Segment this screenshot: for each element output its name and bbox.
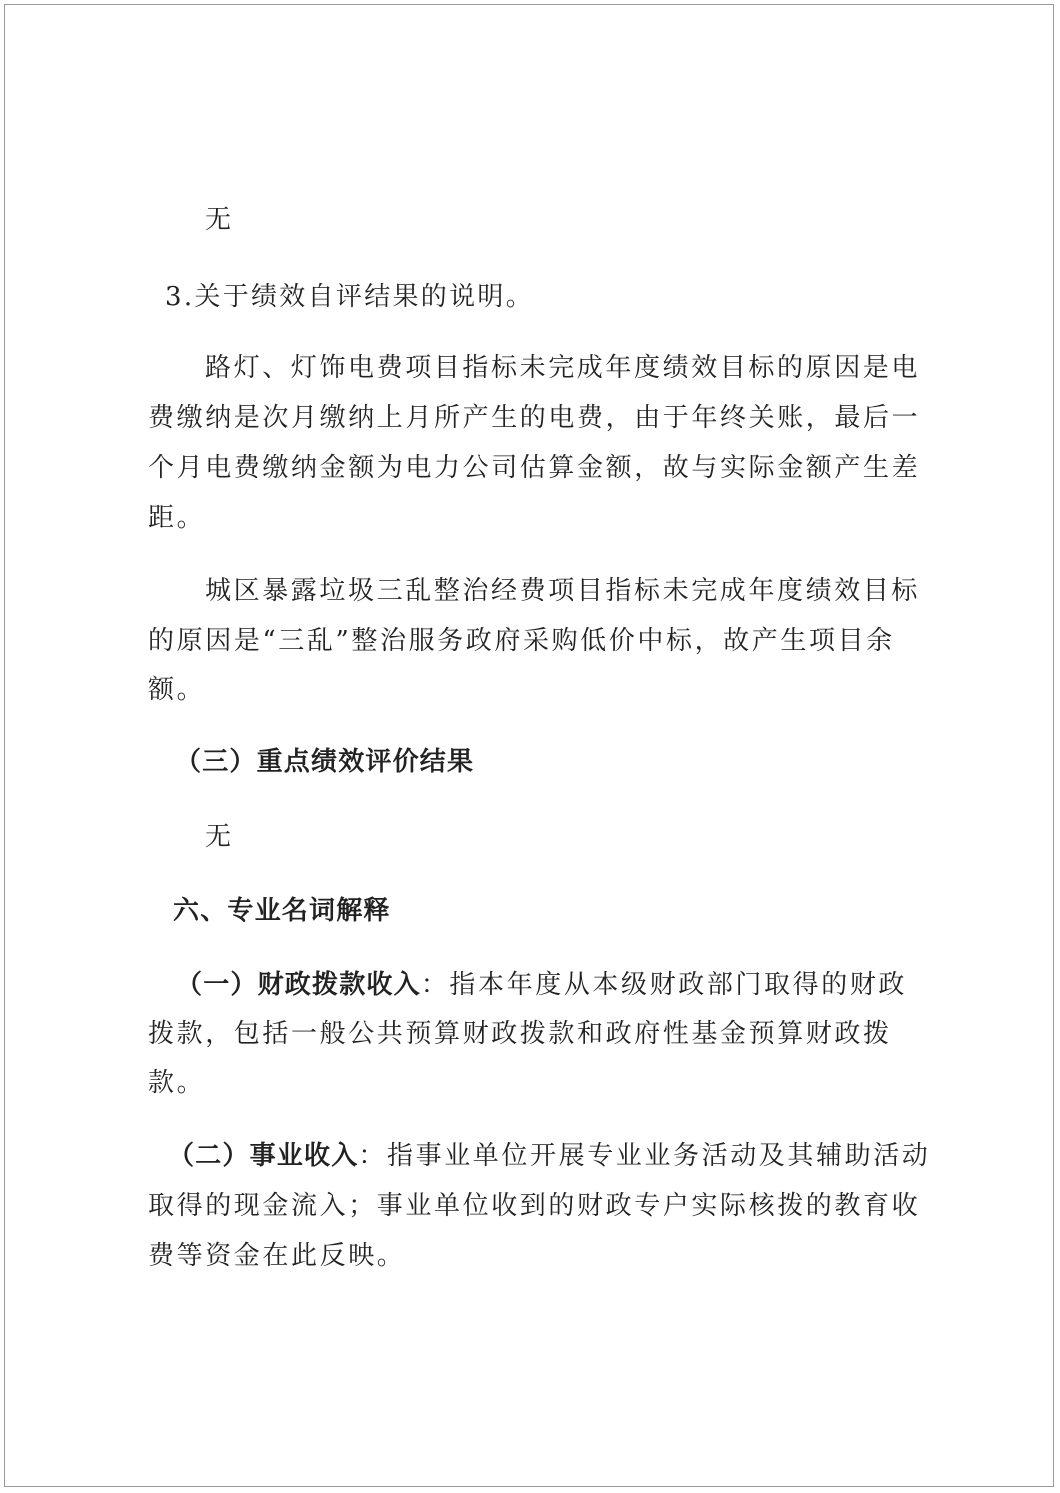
paragraph-line: 额。: [148, 675, 206, 705]
paragraph-line: 的原因是“三乱”整治服务政府采购低价中标，故产生项目余: [148, 626, 895, 656]
term-label: （二）事业收入: [168, 1141, 359, 1171]
term-definition: ：指本年度从本级财政部门取得的财政: [420, 970, 908, 1000]
term-line: [168, 1141, 930, 1171]
term-line: 拨款，包括一般公共预算财政拨款和政府性基金预算财政拨: [148, 1019, 892, 1049]
term-line: 费等资金在此反映。: [148, 1241, 406, 1271]
term-definition: ：指事业单位开展专业业务活动及其辅助活动: [358, 1141, 931, 1171]
term-line: 取得的现金流入；事业单位收到的财政专户实际核拨的教育收: [148, 1191, 921, 1221]
paragraph-line: 费缴纳是次月缴纳上月所产生的电费，由于年终关账，最后一: [148, 403, 921, 433]
none-text: 无: [205, 822, 234, 852]
paragraph-line: 路灯、灯饰电费项目指标未完成年度绩效目标的原因是电: [205, 353, 921, 383]
term-label: （一）财政拨款收入: [176, 970, 421, 1000]
none-text: 无: [205, 205, 234, 235]
term-line: [176, 970, 907, 1000]
term-line: 款。: [148, 1068, 206, 1098]
chapter-heading: 六、专业名词解释: [173, 896, 391, 926]
section-heading: 3.关于绩效自评结果的说明。: [165, 282, 535, 312]
subsection-heading: （三）重点绩效评价结果: [175, 747, 475, 777]
paragraph-line: 城区暴露垃圾三乱整治经费项目指标未完成年度绩效目标: [205, 576, 921, 606]
paragraph-line: 个月电费缴纳金额为电力公司估算金额，故与实际金额产生差: [148, 453, 921, 483]
paragraph-line: 距。: [148, 503, 206, 533]
